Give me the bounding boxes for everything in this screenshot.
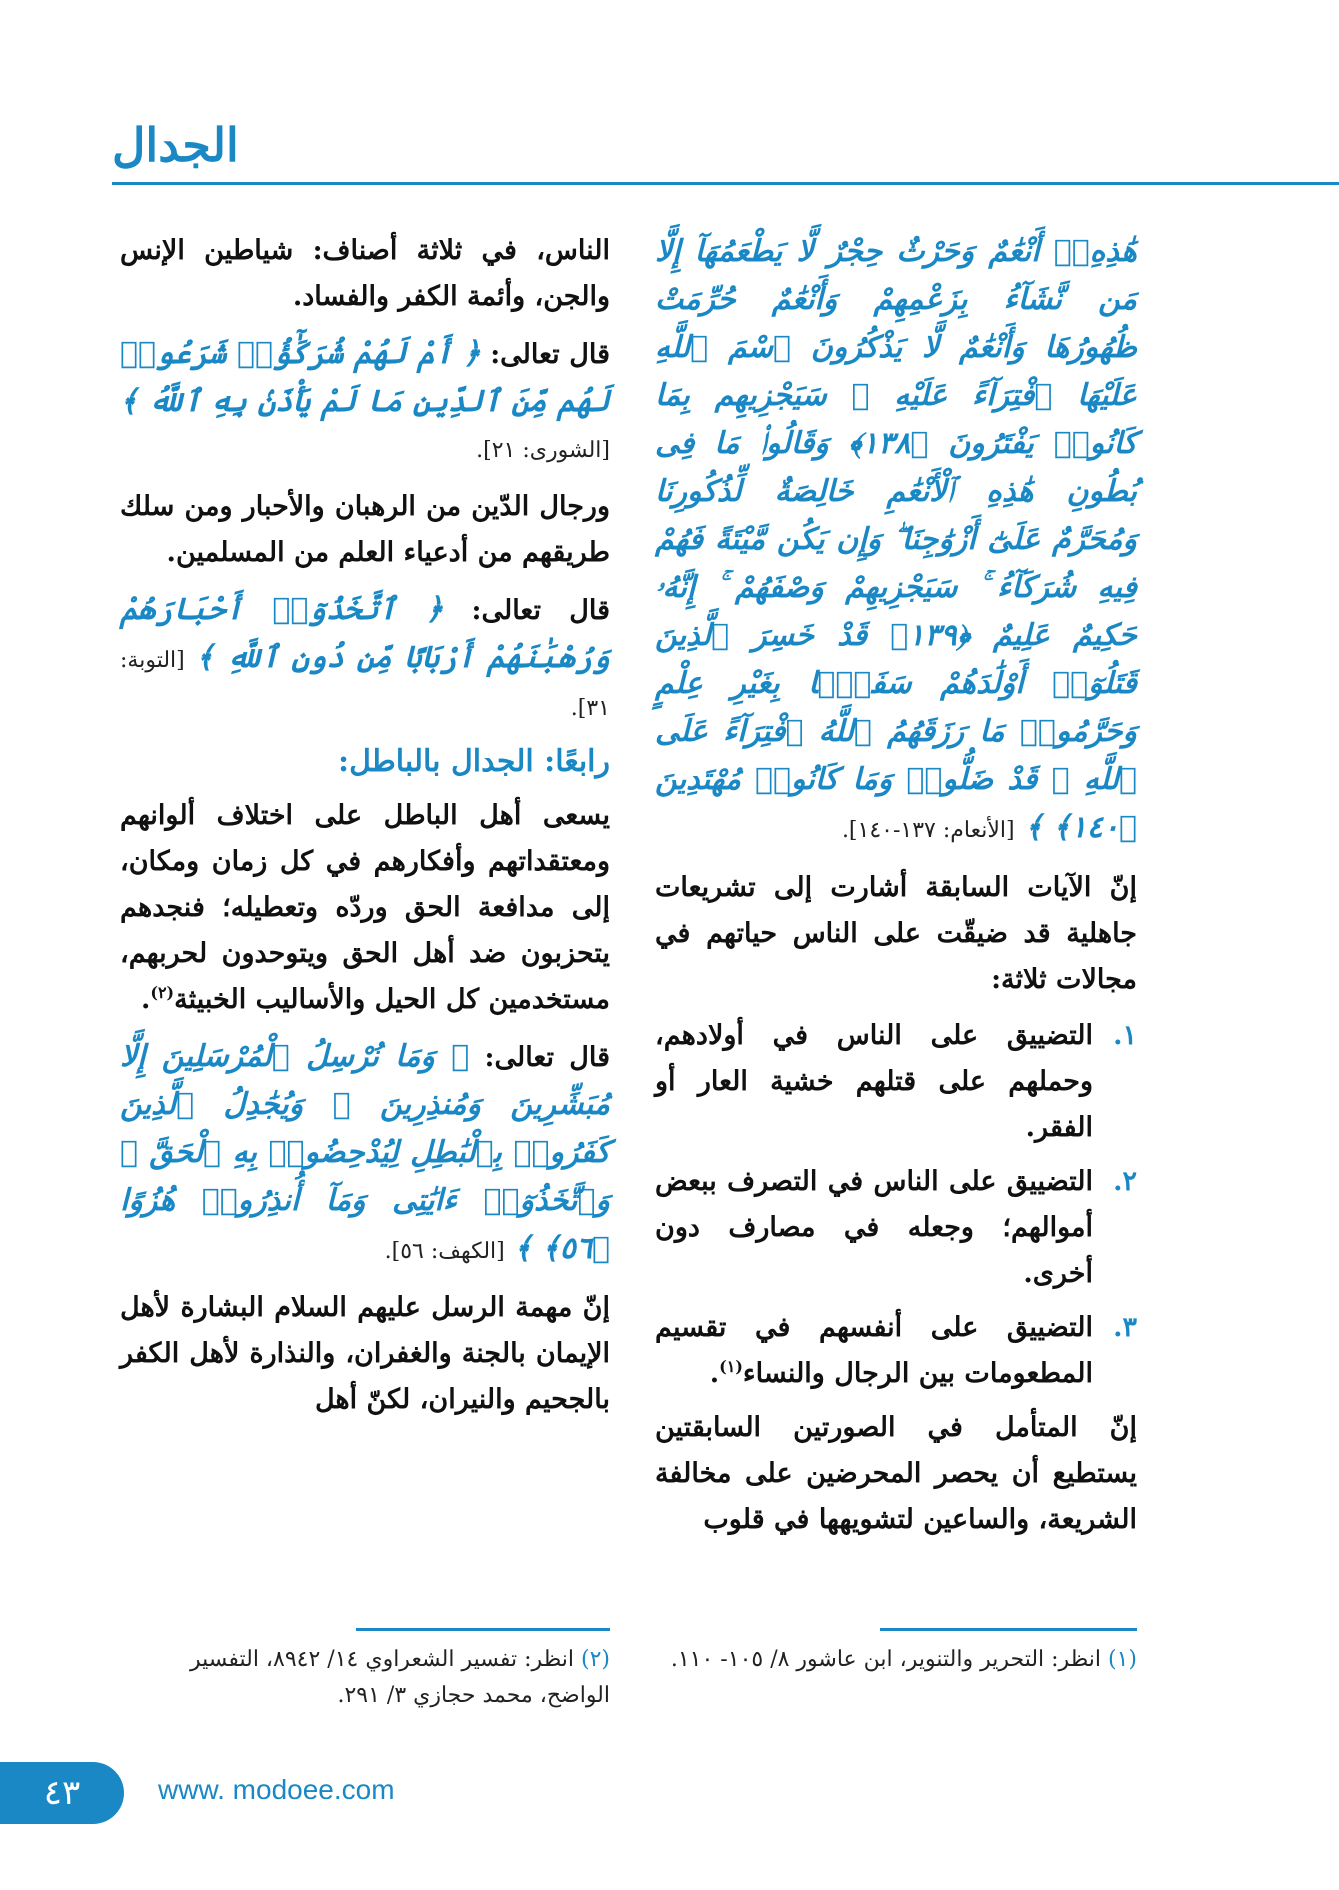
quran-quote-kahf <box>120 1033 610 1275</box>
footnote-left <box>120 1642 610 1714</box>
list-text-end: . <box>709 1358 720 1389</box>
quran-verse-text: هَٰذِهِۦٓ أَنْعَٰمٌ وَحَرْثٌ حِجْرٌ لَّا يَطْعَمُهَآ إِلَّا مَن نَّشَآءُ بِزَعْمِهِمْ وَأَنْعَٰمٌ حُرِّمَتْ ظُهُورُهَا وَأَنْعَٰمٌ لَّا يَذْكُرُونَ ٱسْمَ ٱللَّهِ عَلَيْهَا ٱفْتِرَآءً عَلَيْهِ ۚ سَيَجْزِيهِم بِمَا كَانُوا۟ يَفْتَرُونَ ﴿١٣٨﴾ وَقَالُوا۟ مَا فِى بُطُونِ هَٰذِهِ ٱلْأَنْعَٰمِ خَالِصَةٌ لِّذُكُورِنَا وَمُحَرَّمٌ عَلَىٰٓ أَزْوَٰجِنَا ۖ وَإِن يَكُن مَّيْتَةً فَهُمْ فِيهِ شُرَكَآءُ ۚ سَيَجْزِيهِمْ وَصْفَهُمْ ۚ إِنَّهُۥ حَكِيمٌ عَلِيمٌ ﴿١٣٩﴾ قَدْ خَسِرَ ٱلَّذِينَ قَتَلُوٓا۟ أَوْلَٰدَهُمْ سَفَهًۢا بِغَيْرِ عِلْمٍ وَحَرَّمُوا۟ مَا رَزَقَهُمُ ٱللَّهُ ٱفْتِرَآءً عَلَى ٱللَّهِ ۚ قَدْ ضَلُّوا۟ وَمَا كَانُوا۟ مُهْتَدِينَ ﴿١٤٠﴾ ﴾ <box>655 234 1137 845</box>
list-item <box>655 1159 1137 1297</box>
section-heading: رابعًا: الجدال بالباطل: <box>338 744 610 779</box>
quran-quote-tawba <box>120 586 610 732</box>
quran-verse-text: ﴿ ٱتَّخَذُوٓا۟ أَحْبَارَهُمْ وَرُهْبَٰنَهُمْ أَرْبَابًا مِّن دُونِ ٱللَّهِ ﴾ <box>120 592 610 675</box>
page-header-title: الجدال <box>112 118 239 172</box>
list-item <box>655 1305 1137 1397</box>
left-column <box>120 228 610 1423</box>
footnote-marker[interactable]: (٢) <box>150 983 175 1002</box>
website-link[interactable]: www. modoee.com <box>158 1774 395 1805</box>
paragraph: إنّ المتأمل في الصورتين السابقتين يستطيع أن يحصر المحرضين على مخالفة الشريعة، والساعين لتشويهها في قلوب <box>655 1412 1137 1535</box>
quran-verse-text: ﴿ وَمَا نُرْسِلُ ٱلْمُرْسَلِينَ إِلَّا مُبَشِّرِينَ وَمُنذِرِينَ ۚ وَيُجَٰدِلُ ٱلَّذِينَ كَفَرُوا۟ بِٱلْبَٰطِلِ لِيُدْحِضُوا۟ بِهِ ٱلْحَقَّ ۖ وَٱتَّخَذُوٓا۟ ءَايَٰتِى وَمَآ أُنذِرُوا۟ هُزُوًا ﴿٥٦﴾ ﴾ <box>120 1039 610 1266</box>
quran-reference: [الشورى: ٢١]. <box>476 438 610 463</box>
list-text: التضييق على الناس في أولادهم، وحملهم على قتلهم خشية العار أو الفقر. <box>655 1020 1093 1143</box>
numbered-list <box>655 1013 1137 1397</box>
list-text <box>655 1305 1093 1397</box>
header-divider <box>112 182 1339 185</box>
quran-reference: [التوبة: ٣١]. <box>120 648 610 721</box>
list-text-body: التضييق على أنفسهم في تقسيم المطعومات بين الرجال والنساء <box>655 1312 1093 1389</box>
quote-intro: قال تعالى: <box>469 1042 610 1073</box>
list-text: التضييق على الناس في التصرف ببعض أموالهم؛ وجعله في مصارف دون أخرى. <box>655 1166 1093 1289</box>
footnote-text: انظر: التحرير والتنوير، ابن عاشور ٨/ ١٠٥- ١١٠. <box>670 1647 1101 1672</box>
footnote-number: (١) <box>1107 1647 1137 1672</box>
list-number: ٣. <box>1113 1312 1137 1343</box>
footnote-text: انظر: تفسير الشعراوي ١٤/ ٨٩٤٢، التفسير الواضح، محمد حجازي ٣/ ٢٩١. <box>189 1647 610 1708</box>
right-column <box>655 228 1137 1543</box>
page-number: ٤٣ <box>0 1762 124 1824</box>
quran-verse-text: ﴿ أَمْ لَهُمْ شُرَكَٰٓؤُا۟ شَرَعُوا۟ لَهُم مِّنَ ٱلدِّينِ مَا لَمْ يَأْذَنۢ بِهِ ٱللَّهُ ﴾ <box>120 336 610 419</box>
list-number: ١. <box>1113 1020 1137 1051</box>
quran-verse-anam <box>655 228 1137 855</box>
footnote-divider-left <box>356 1628 610 1631</box>
paragraph <box>120 793 610 1023</box>
footnote-marker[interactable]: (١) <box>719 1357 743 1376</box>
paragraph: إنّ الآيات السابقة أشارت إلى تشريعات جاهلية قد ضيقّت على الناس حياتهم في مجالات ثلاثة: <box>655 872 1137 995</box>
list-item <box>655 1013 1137 1151</box>
footnote-divider-right <box>880 1628 1137 1631</box>
paragraph-body: يسعى أهل الباطل على اختلاف ألوانهم ومعتقداتهم وأفكارهم في كل زمان ومكان، إلى مدافعة الحق وردّه وتعطيله؛ فنجدهم يتحزبون ضد أهل الحق ويتوحدون لحربهم، مستخدمين كل الحيل والأساليب الخبيثة <box>120 800 610 1015</box>
paragraph: ورجال الدّين من الرهبان والأحبار ومن سلك طريقهم من أدعياء العلم من المسلمين. <box>120 491 610 568</box>
footnote-number: (٢) <box>580 1647 610 1672</box>
paragraph: إنّ مهمة الرسل عليهم السلام البشارة لأهل الإيمان بالجنة والغفران، والنذارة لأهل الكفر بالجحيم والنيران، لكنّ أهل <box>120 1292 610 1415</box>
list-number: ٢. <box>1113 1166 1137 1197</box>
paragraph-end: . <box>140 984 151 1015</box>
quran-quote-shura <box>120 330 610 474</box>
paragraph: الناس، في ثلاثة أصناف: شياطين الإنس والجن، وأئمة الكفر والفساد. <box>120 235 610 312</box>
footnote-right <box>655 1642 1137 1678</box>
quran-reference: [الأنعام: ١٣٧-١٤٠]. <box>841 818 1015 843</box>
quote-intro: قال تعالى: <box>443 595 610 626</box>
quran-reference: [الكهف: ٥٦]. <box>384 1239 505 1264</box>
quote-intro: قال تعالى: <box>480 339 611 370</box>
